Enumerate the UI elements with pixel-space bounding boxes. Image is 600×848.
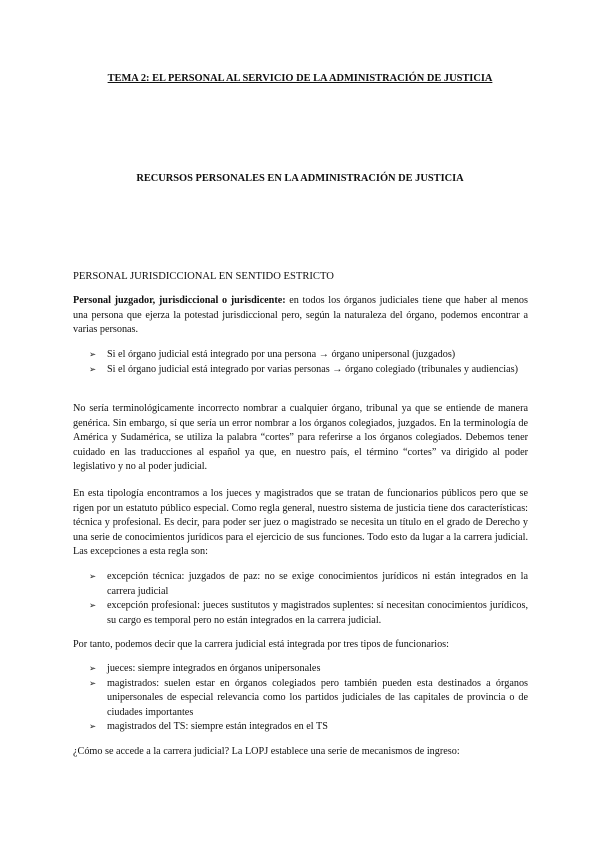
paragraph-personal-juzgador <box>73 294 528 338</box>
arrow-bullet-icon: ➢ <box>89 572 97 582</box>
list-item <box>89 677 528 721</box>
arrow-bullet-icon: ➢ <box>89 664 97 674</box>
list-item-text: Si el órgano judicial está integrado por varias personas → órgano colegiado (tribunales y audiencias) <box>107 363 518 375</box>
funcionarios-list <box>89 662 528 735</box>
list-item <box>89 363 528 378</box>
paragraph-acceso <box>73 745 528 760</box>
term-personal-juzgador: Personal juzgador, jurisdiccional o jurisdicente: <box>73 295 286 306</box>
list-item-text: excepción técnica: juzgados de paz: no se exige conocimientos jurídicos ni están integrados en la carrera judicial <box>107 571 528 597</box>
paragraph-terminologia <box>73 402 528 475</box>
list-item <box>89 570 528 599</box>
recursos-title: RECURSOS PERSONALES EN LA ADMINISTRACIÓN DE JUSTICIA <box>136 173 464 184</box>
list-item <box>89 720 528 735</box>
list-item-text: jueces: siempre integrados en órganos unipersonales <box>107 663 321 674</box>
list-item-text: excepción profesional: jueces sustitutos y magistrados suplentes: sí necesitan conocimientos jurídicos, su cargo es temporal pero no están integrados en la carrera judicial. <box>107 600 528 626</box>
arrow-bullet-icon: ➢ <box>89 364 97 375</box>
list-item-text: magistrados del TS: siempre están integrados en el TS <box>107 721 328 733</box>
list-item <box>89 599 528 628</box>
arrow-bullet-icon: ➢ <box>89 601 97 612</box>
arrow-bullet-icon: ➢ <box>89 722 97 733</box>
arrow-bullet-icon: ➢ <box>89 350 97 360</box>
paragraph-text: No sería terminológicamente incorrecto nombrar a cualquier órgano, tribunal ya que se entiende de manera genérica. Sin embargo, sí que sería un error nombrar a los órganos colegiados, juzgados. En la terminología de América y Sudamérica, se utiliza la palabra “cortes” para referirse a los órganos colegiados. Debemos tener cuidado en las traducciones al español ya que, en nuestro país, el término “cortes” va dirigido al poder legislativo y no al poder judicial. <box>73 403 528 473</box>
paragraph-text: en todos los órganos judiciales tiene que haber al menos una persona que ejerza la potestad jurisdiccional pero, según la naturaleza del órgano, podemos encontrar a varias personas. <box>73 295 528 336</box>
list-item-text: Si el órgano judicial está integrado por una persona → órgano unipersonal (juzgados) <box>107 349 456 360</box>
list-item <box>89 348 528 363</box>
paragraph-text: Por tanto, podemos decir que la carrera judicial está integrada por tres tipos de funcionarios: <box>73 639 449 650</box>
list-item-text: magistrados: suelen estar en órganos colegiados pero también pueden esta destinados a órganos unipersonales de especial relevancia como los partidos judiciales de las capitales de provincia o de ciudades importantes <box>107 677 528 718</box>
organ-type-list <box>89 348 528 377</box>
paragraph-text: ¿Cómo se accede a la carrera judicial? La LOPJ establece una serie de mecanismos de ingreso: <box>73 746 460 757</box>
arrow-bullet-icon: ➢ <box>89 678 97 689</box>
section-title: PERSONAL JURISDICCIONAL EN SENTIDO ESTRICTO <box>73 271 334 282</box>
exceptions-list <box>89 570 528 628</box>
tema-title: TEMA 2: EL PERSONAL AL SERVICIO DE LA ADMINISTRACIÓN DE JUSTICIA <box>107 73 493 84</box>
paragraph-tipologia <box>73 487 528 560</box>
paragraph-text: En esta tipología encontramos a los jueces y magistrados que se tratan de funcionarios públicos pero que se rigen por un estatuto público especial. Como regla general, nuestro sistema de justicia tiene dos características: técnica y profesional. Es decir, para poder ser juez o magistrado se necesita un título en el grado de Derecho y una serie de conocimientos jurídicos para el ejercicio de sus funciones. Todo esto da lugar a la carrera judicial. Las excepciones a esta regla son: <box>73 488 528 558</box>
list-item <box>89 662 528 677</box>
paragraph-carrera-judicial <box>73 638 528 653</box>
